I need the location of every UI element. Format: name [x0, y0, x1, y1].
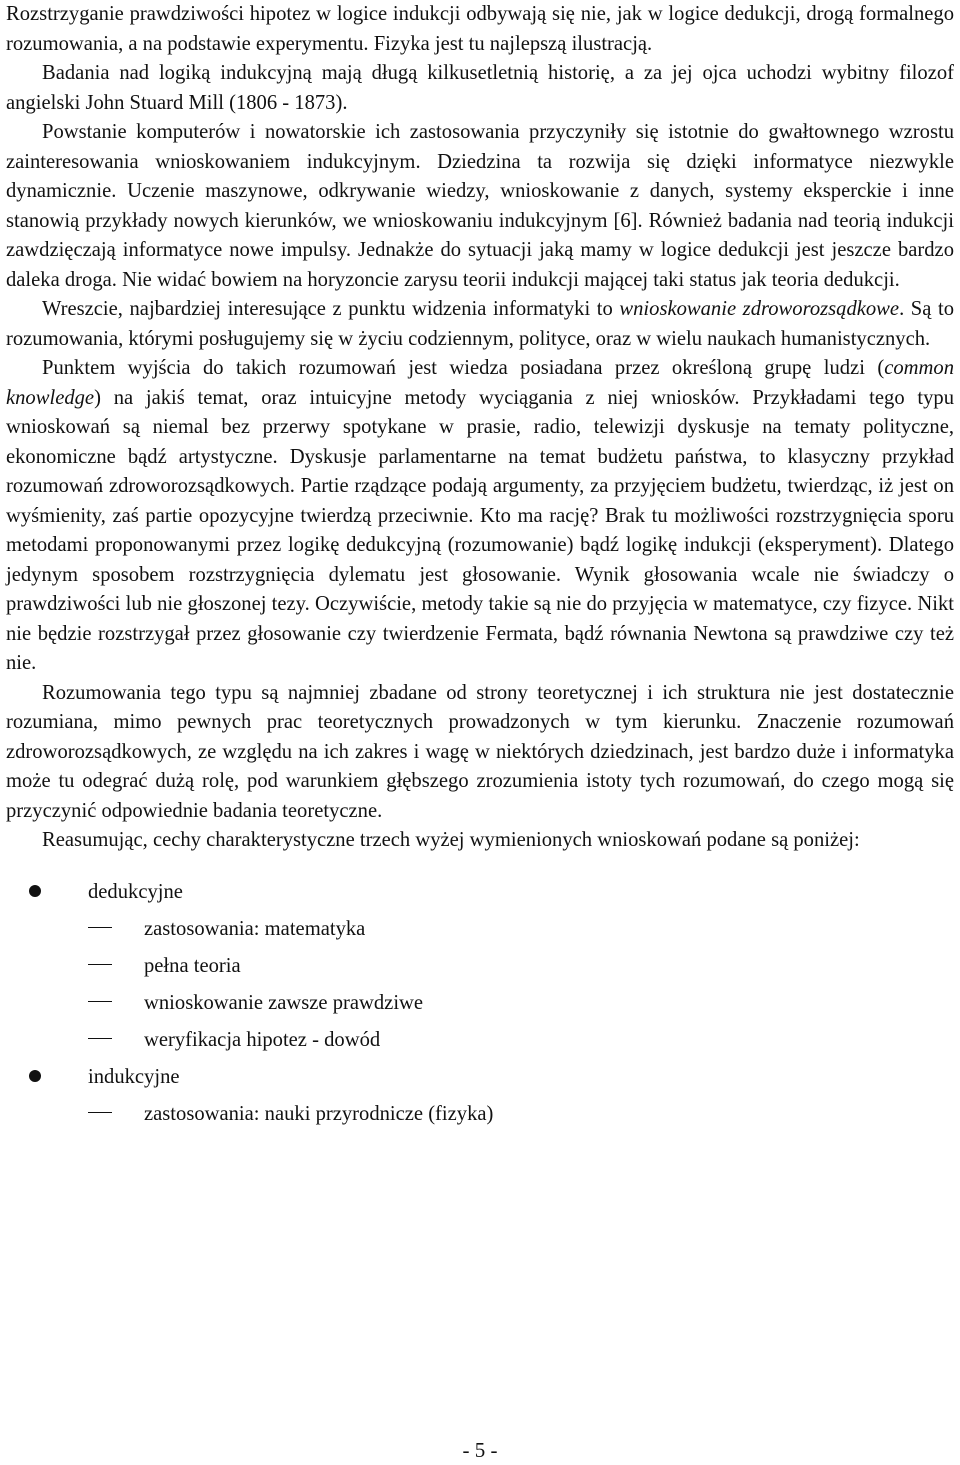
- paragraph-5-text-a: Punktem wyjścia do takich rozumowań jest wiedza posiadana przez określoną grupę ludzi (: [42, 357, 885, 379]
- paragraph-4-text-b: . Są to rozumowania, którymi posługujemy się w życiu codziennym, polityce, oraz w wielu naukach humanistycznych.: [6, 298, 955, 350]
- document-page: [6, 0, 954, 1133]
- paragraph-2: Badania nad logiką indukcyjną mają długą kilkusetletnią historię, a za jej ojca uchodzi wybitny filozof angielski John Stuard Mill (1806 - 1873).: [6, 62, 954, 114]
- page-number: - 5 -: [462, 1438, 498, 1462]
- paragraph-4-emphasis: wnioskowanie zdroworozsądkowe: [619, 298, 900, 320]
- sub-list-item: [6, 911, 954, 948]
- sub-list-item: [6, 1022, 954, 1059]
- paragraph-5: [6, 354, 954, 679]
- dash-icon: [88, 1001, 112, 1003]
- dash-icon: [88, 1038, 112, 1040]
- sub-list-item-label: weryfikacja hipotez - dowód: [144, 1028, 381, 1051]
- paragraph-4: [6, 295, 954, 354]
- list-item-label: dedukcyjne: [88, 880, 183, 903]
- sub-list-item-label: zastosowania: matematyka: [144, 917, 366, 940]
- dash-icon: [88, 964, 112, 966]
- bullet-icon: [29, 1070, 41, 1082]
- list-item: [6, 1059, 954, 1096]
- sub-list-item-label: pełna teoria: [144, 954, 241, 977]
- paragraph-7: Reasumując, cechy charakterystyczne trzech wyżej wymienionych wnioskowań podane są poniżej:: [42, 829, 860, 851]
- paragraph-3: Powstanie komputerów i nowatorskie ich zastosowania przyczyniły się istotnie do gwałtownego wzrostu zainteresowania wnioskowaniem indukcyjnym. Dziedzina ta rozwija się dzięki informatyce niezwykle dynamicznie. Uczenie maszynowe, odkrywanie wiedzy, wnioskowanie z danych, systemy eksperckie i inne stanowią przykłady nowych kierunków, we wnioskowaniu indukcyjnym [6]. Również badania nad teorią indukcji zawdzięczają informatyce nowe impulsy. Jednakże do sytuacji jaką mamy w logice dedukcji jest jeszcze bardzo daleka droga. Nie widać bowiem na horyzoncie zarysu teorii indukcji mającej taki status jak teoria dedukcji.: [6, 121, 954, 291]
- bullet-icon: [29, 885, 41, 897]
- sub-list-item: [6, 948, 954, 985]
- list-item-label: indukcyjne: [88, 1065, 180, 1088]
- sub-list-item: [6, 985, 954, 1022]
- paragraph-4-text-a: Wreszcie, najbardziej interesujące z punktu widzenia informatyki to: [42, 298, 620, 320]
- paragraph-5-emphasis: common knowledge: [6, 357, 954, 409]
- paragraph-5-text-b: ) na jakiś temat, oraz intuicyjne metody wyciągania z niej wniosków. Przykładami tego typu wnioskowań są niemal bez przerwy spotykane w prasie, radio, telewizji dyskusje na tematy polityczne, ekonomiczne bądź artystyczne. Dyskusje parlamentarne na temat budżetu państwa, to klasyczny przykład rozumowań zdroworozsądkowych. Partie rządzące podają argumenty, za przyjęciem budżetu, twierdząc, iż jest on wyśmienity, zaś partie opozycyjne twierdzą przeciwnie. Kto ma rację? Brak tu możliwości rozstrzygnięcia sporu metodami proponowanymi przez logikę dedukcyjną (rozumowanie) bądź logikę indukcji (eksperyment). Dlatego jedynym sposobem rozstrzygnięcia dylematu jest głosowanie. Wynik głosowania wcale nie świadczy o prawdziwości lub nie głoszonej tezy. Oczywiście, metody takie są nie do przyjęcia w matematyce, czy fizyce. Nikt nie będzie rozstrzygał przez głosowanie czy twierdzenie Fermata, bądź równania Newtona są prawdziwe czy też nie.: [6, 386, 954, 674]
- sub-list-item-label: wnioskowanie zawsze prawdziwe: [144, 991, 424, 1014]
- list-item: [6, 874, 954, 911]
- paragraph-1: Rozstrzyganie prawdziwości hipotez w logice indukcji odbywają się nie, jak w logice dedukcji, drogą formalnego rozumowania, a na podstawie experymentu. Fizyka jest tu najlepszą ilustracją.: [6, 3, 954, 55]
- sub-list-item-label: zastosowania: nauki przyrodnicze (fizyka): [144, 1102, 494, 1125]
- dash-icon: [88, 1112, 112, 1114]
- sub-list-item: [6, 1096, 954, 1133]
- dash-icon: [88, 927, 112, 929]
- paragraph-6: Rozumowania tego typu są najmniej zbadane od strony teoretycznej i ich struktura nie jest dostatecznie rozumiana, mimo pewnych prac teoretycznych prowadzonych w tym kierunku. Znaczenie rozumowań zdroworozsądkowych, ze względu na ich zakres i wagę w niektórych dziedzinach, jest bardzo duże i informatyka może tu odegrać dużą rolę, pod warunkiem głębszego zrozumienia istoty tych rozumowań, do czego mogą się przyczynić odpowiednie badania teoretyczne.: [6, 681, 954, 822]
- features-list: [6, 874, 954, 1133]
